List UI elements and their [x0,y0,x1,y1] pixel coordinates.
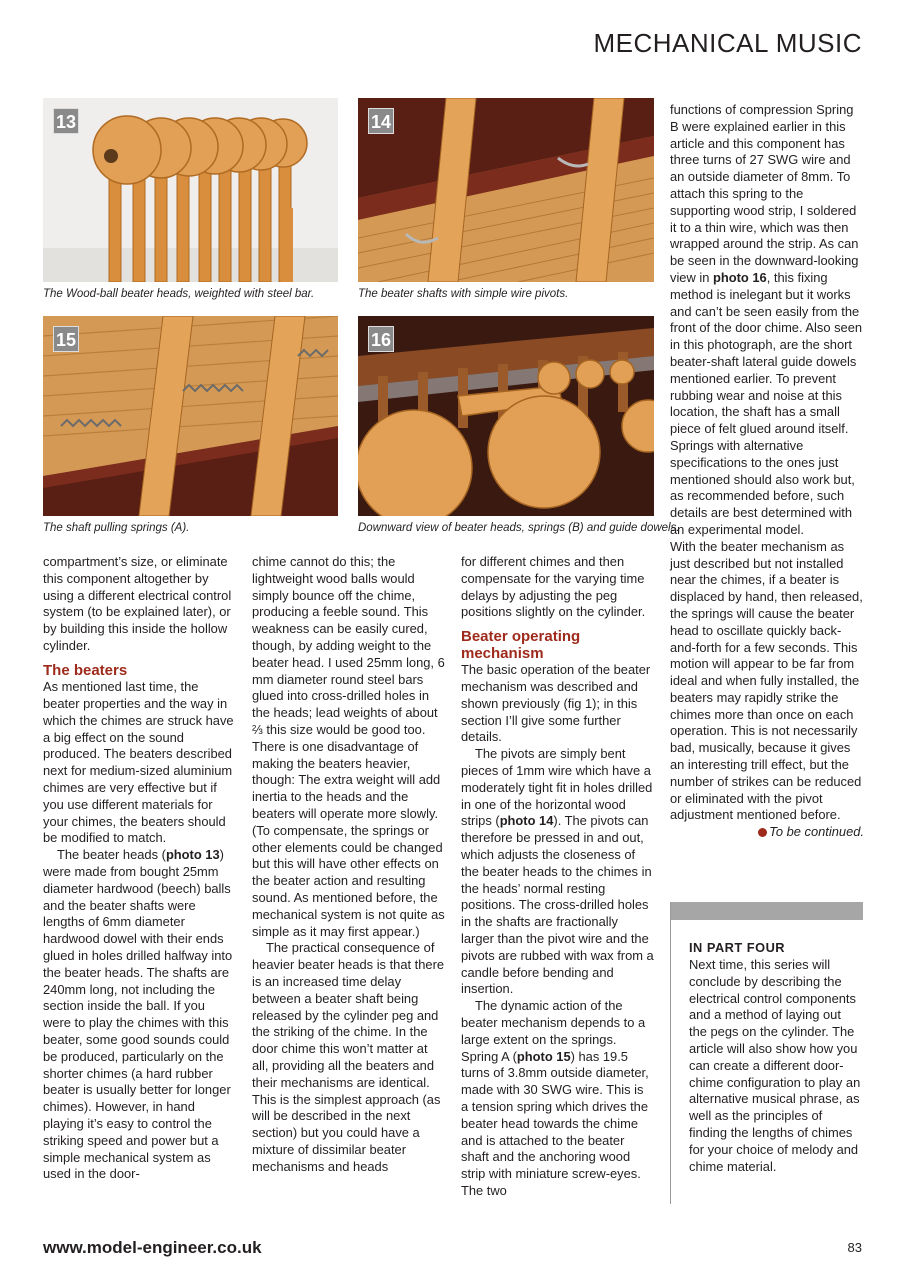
box-text: Next time, this series will conclude by describing the electrical control components and a method of laying out the pegs on the cylinder. The article will also show how you can create a different door-chime configuration to play an alternative musical phrase, as well as the principles of finding the lengths of chimes for your choice of melody and chime material. [689,957,861,1174]
paragraph: The practical consequence of heavier beater heads is that there is an increased time delay between a beater shaft being released by the cylinder peg and the striking of the chime. In the door chime this won’t matter at all, providing all the beaters and their mechanisms are identical. This is the simplest approach (as will be described in the next section) but you could have a mixture of dissimilar beater mechanisms and heads [252,940,445,1174]
column-1 [43,554,236,1183]
photo-16-caption: Downward view of beater heads, springs (B) and guide dowels. [358,522,680,534]
photo-reference: photo 15 [516,1048,571,1064]
page-number: 83 [847,1240,862,1255]
photo-15 [43,316,338,516]
photo-13-caption: The Wood-ball beater heads, weighted with steel bar. [43,288,315,300]
photo-14-image [358,98,654,282]
paragraph: compartment’s size, or eliminate this component altogether by using a different electrical control system (to be explained later), or by building this inside the hollow cylinder. [43,554,232,653]
bullet-dot-icon [758,828,767,837]
subheading-the-beaters: The beaters [43,661,128,679]
paragraph: The pivots are simply bent pieces of 1mm wire which have a moderately tight fit in holes drilled in one of the horizontal wood strips (photo 14). The pivots can therefore be pressed in and out, which adjusts the closeness of the beater heads to the chimes in the heads’ normal resting positions. The cross-drilled holes in the shafts are fractionally larger than the pivot wire and the pivots are rubbed with wax from a candle before bending and insertion. [461,746,654,997]
box-header-bar [671,902,863,920]
photo-reference: photo 16 [712,269,767,285]
paragraph: As mentioned last time, the beater properties and the way in which the chimes are struck have a big effect on the sound produced. The beaters described next for medium-sized aluminium chimes are very effective but if you use different materials for your chimes, the beaters should be modified to match. [43,679,234,846]
paragraph: With the beater mechanism as just described but not installed near the chimes, if a beater is displaced by hand, then released, the springs will cause the beater head to oscillate quickly back-and-forth for a few seconds. This motion will appear to be far from ideal and when fully installed, the beaters may rapidly strike the chimes more than once on each operation. This is not necessarily bad, musically, because it gives an interesting trill effect, but the number of strikes can be reduced or eliminated with the pivot adjustment mentioned before. [670,538,863,823]
to-be-continued: To be continued. [670,824,864,841]
photo-number-badge: 13 [53,108,79,134]
subheading-beater-operating-mechanism: Beater operating mechanism [461,628,581,662]
photo-14-caption: The beater shafts with simple wire pivots. [358,288,569,300]
photo-reference: photo 14 [499,813,554,829]
paragraph: for different chimes and then compensate for the varying time delays by adjusting the peg positions slightly on the cylinder. [461,554,646,620]
next-part-box [670,902,862,1204]
paragraph: The dynamic action of the beater mechanism depends to a large extent on the springs. Spring A (photo 15) has 19.5 turns of 3.8mm outside diameter, made with 30 SWG wire. This is a tension spring which drives the beater head towards the chime and is attached to the beater shaft and the anchoring wood strip with miniature screw-eyes. The two [461,998,649,1198]
paragraph: The basic operation of the beater mechanism was described and shown previously (fig 1); in this section I’ll give some further details. [461,662,651,745]
photo-number-badge: 14 [368,108,394,134]
photo-reference: photo 13 [165,847,220,863]
column-2 [252,554,446,1175]
column-4 [670,102,864,841]
box-heading: IN PART FOUR [689,940,786,955]
photo-13-image [43,98,338,282]
website-url: www.model-engineer.co.uk [43,1238,262,1257]
photo-14 [358,98,654,282]
photo-13 [43,98,338,282]
paragraph: chime cannot do this; the lightweight wood balls would simply bounce off the chime, producing a feeble sound. This weakness can be easily cured, though, by adding weight to the beater head. I used 25mm long, 6 mm diameter round steel bars glued into cross-drilled holes in the heads; lead weights of about ⅔ this size would be good too. There is one disadvantage of making the beaters heavier, though: The extra weight will add inertia to the heads and the beaters will operate more slowly. (To compensate, the springs or other elements could be changed but this will have other effects on the beater action and resulting sound. As mentioned before, the mechanical system is not quite as simple as it may first appear.) [252,554,445,939]
paragraph: functions of compression Spring B were explained earlier in this article and this component has three turns of 27 SWG wire and an outside diameter of 8mm. To attach this spring to the supporting wood strip, I soldered it to a thin wire, which was then wrapped around the strip. As can be seen in the downward-looking view in photo 16, this fixing method is inelegant but it works and can’t be seen easily from the front of the door chime. Also seen in this photograph, are the short beater-shaft lateral guide dowels mentioned earlier. To prevent rubbing wear and noise at this location, the shaft has a small piece of felt glued around itself. Springs with alternative specifications to the ones just mentioned should also work but, as recommended before, such details are best determined with an experimental model. [670,102,863,537]
photo-15-caption: The shaft pulling springs (A). [43,522,190,534]
photo-16-image [358,316,654,516]
section-title: MECHANICAL MUSIC [593,28,862,58]
photo-16 [358,316,654,516]
photo-number-badge: 15 [53,326,79,352]
column-3 [461,554,654,1200]
paragraph: The beater heads (photo 13) were made from bought 25mm diameter hardwood (beech) balls and the beater shafts were lengths of 6mm diameter hardwood dowel with their ends glued in holes drilled halfway into the beater heads. The shafts are 240mm long, not including the section inside the ball. If you were to play the chimes with this beater, some good sounds could be produced, particularly on the shorter chimes (a hard rubber beater is usually better for longer chimes). However, in hand playing it’s easy to control the striking speed and power but a simple mechanical system as used in the door- [43,847,233,1182]
photo-15-image [43,316,338,516]
photo-number-badge: 16 [368,326,394,352]
